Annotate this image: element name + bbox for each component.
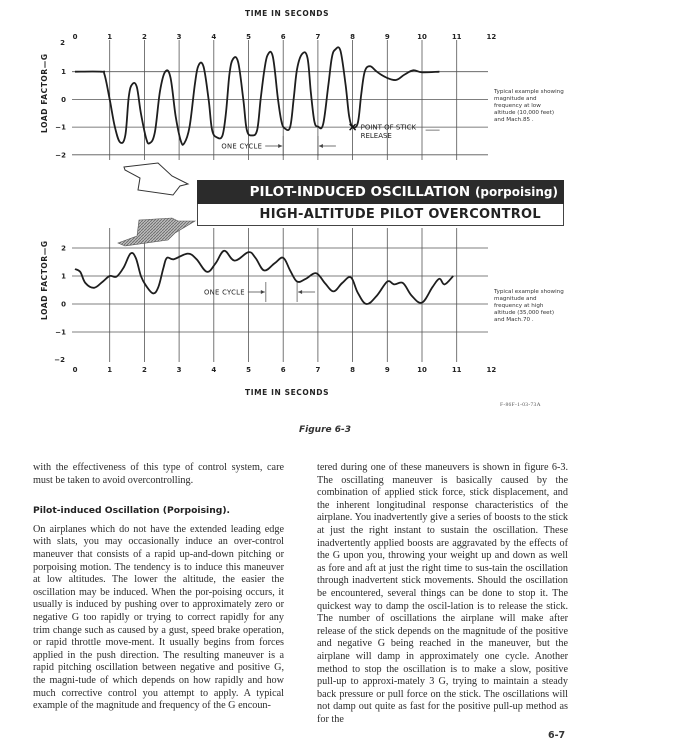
series-line [75, 251, 453, 304]
x-tick-label: 1 [107, 366, 113, 374]
one-cycle-label: ONE CYCLE [204, 288, 245, 297]
left-paragraph: On airplanes which do not have the extended leading edge with slats, you may occasionally induce an over-control maneuver that consists of a rapid up-and-down pitching or porpoising motion. The tendency is to induce this maneuver at low altitudes. The lower the altitude, the easier the oscillation may be induced. When the por-poising occurs, it usually is induced by pushing over to approximately zero or negative G too rapidly or trying to correct rapidly for any trim change such as caused by a gust, speed brake operation, or rapid throttle move-ment. It usually begins from forces applied in the push direction. The resulting maneuver is a rapid pitching oscillation between negative and positive G, the magni-tude of which depends on how rapidly and how much corrective control you attempt to apply. A typical example of the magnitude and frequency of the G encoun- [33, 523, 284, 712]
chart-low-altitude [55, 33, 496, 160]
y-tick-label: 0 [61, 300, 66, 309]
section-heading: Pilot-induced Oscillation (Porpoising). [33, 505, 231, 517]
x-tick-label: 5 [246, 33, 251, 41]
x-tick-label: 10 [417, 33, 427, 41]
x-tick-label: 2 [141, 33, 147, 41]
arrowhead-right-icon [261, 290, 265, 294]
x-tick-label: 11 [451, 33, 462, 41]
x-tick-label: 3 [176, 366, 182, 374]
page-number: 6-7 [548, 730, 566, 741]
high-altitude-note: Typical example showing magnitude and frequency at high altitude (35,000 feet) and Mach.70 . [494, 289, 564, 323]
top-y-axis-title: LOAD FACTOR—G [40, 53, 49, 133]
y-tick-label: 1 [61, 272, 66, 281]
one-cycle-label: ONE CYCLE [221, 142, 263, 151]
x-tick-label: 6 [280, 33, 286, 41]
bottom-y-axis-title: LOAD FACTOR—G [40, 240, 49, 320]
hatched-arrow-icon [118, 218, 195, 246]
x-tick-label: 2 [141, 366, 147, 374]
banner-title [197, 180, 564, 204]
y-tick-label: 1 [61, 68, 66, 77]
x-tick-label: 7 [315, 366, 321, 374]
right-column [317, 462, 568, 726]
banner-title-main: PILOT-INDUCED OSCILLATION [249, 184, 471, 200]
y-tick-label: −1 [55, 123, 66, 132]
x-tick-label: 1 [107, 33, 113, 41]
left-column [33, 462, 284, 713]
x-tick-label: 9 [384, 366, 390, 374]
x-tick-label: 0 [72, 33, 78, 41]
x-tick-label: 12 [486, 33, 497, 41]
arrowhead-left-icon [298, 290, 302, 294]
arrowhead-right-icon [278, 144, 282, 148]
x-tick-label: 10 [417, 366, 427, 374]
stick-release-label-line1: POINT OF STICK [360, 123, 417, 132]
y-tick-label: −1 [55, 328, 66, 337]
x-tick-label: 4 [211, 33, 217, 41]
x-tick-label: 6 [280, 366, 286, 374]
low-altitude-note: Typical example showing magnitude and frequency at low altitude (10,000 feet) and Mach.85 . [494, 89, 564, 123]
y-tick-label: 0 [61, 95, 66, 104]
y-tick-label: 2 [60, 39, 65, 47]
x-tick-label: 4 [211, 366, 217, 374]
stick-release-label-line2: RELEASE [360, 132, 392, 141]
x-tick-label: 5 [246, 366, 251, 374]
x-tick-label: 3 [176, 33, 182, 41]
x-tick-label: 8 [350, 33, 356, 41]
x-tick-label: 8 [350, 366, 356, 374]
top-x-axis-title: TIME IN SECONDS [245, 9, 330, 18]
x-tick-label: 9 [384, 33, 390, 41]
chart-high-altitude [54, 228, 496, 374]
banner-title-paren: (porpoising) [474, 185, 558, 199]
figure-caption: Figure 6-3 [299, 425, 352, 435]
figure-code: F-86F-1-03-73A [500, 402, 541, 408]
x-tick-label: 7 [315, 33, 321, 41]
continuation-paragraph: with the effectiveness of this type of control system, care must be taken to avoid overcontrolling. [33, 462, 284, 486]
x-tick-label: 11 [451, 366, 462, 374]
y-tick-label: 2 [61, 244, 66, 253]
x-tick-label: 12 [486, 366, 497, 374]
white-arrow-icon [124, 163, 188, 195]
banner-subtitle: HIGH-ALTITUDE PILOT OVERCONTROL [197, 204, 564, 226]
arrowhead-left-icon [319, 144, 323, 148]
x-tick-label: 0 [72, 366, 78, 374]
right-paragraph: tered during one of these maneuvers is shown in figure 6-3. The oscillating maneuver is basically caused by the combination of applied stick force, stick displacement, and the inherent longitudinal response characteristics of the airplane. You inadvertently give a series of boosts to the stick at just the right instant to sustain the oscillation. These inadvertently applied boosts are aggravated by the effects of the G upon you, throwing your weight up and down as well as fore and aft at just the right time to sus-tain the oscillation through inadvertent stick movements. Should the oscillation be encountered, several things can be done to stop it. The quickest way to damp the oscil-lation is to release the stick. The number of oscillations the airplane will make after release of the stick depends on the magnitude of the positive and negative G being reached in the maneuver, but the airplane will damp in approximately one cycle. Another method to stop the oscillation is to make a slow, positive pull-up to approxi-mately 3 G, trying to maintain a steady back pressure or pull force on the stick. The oscillations will not damp out quite as fast for the positive pull-up method as for the [317, 462, 568, 725]
y-tick-label: −2 [55, 151, 66, 160]
bottom-x-axis-title: TIME IN SECONDS [245, 388, 330, 397]
y-tick-label: −2 [54, 356, 65, 364]
